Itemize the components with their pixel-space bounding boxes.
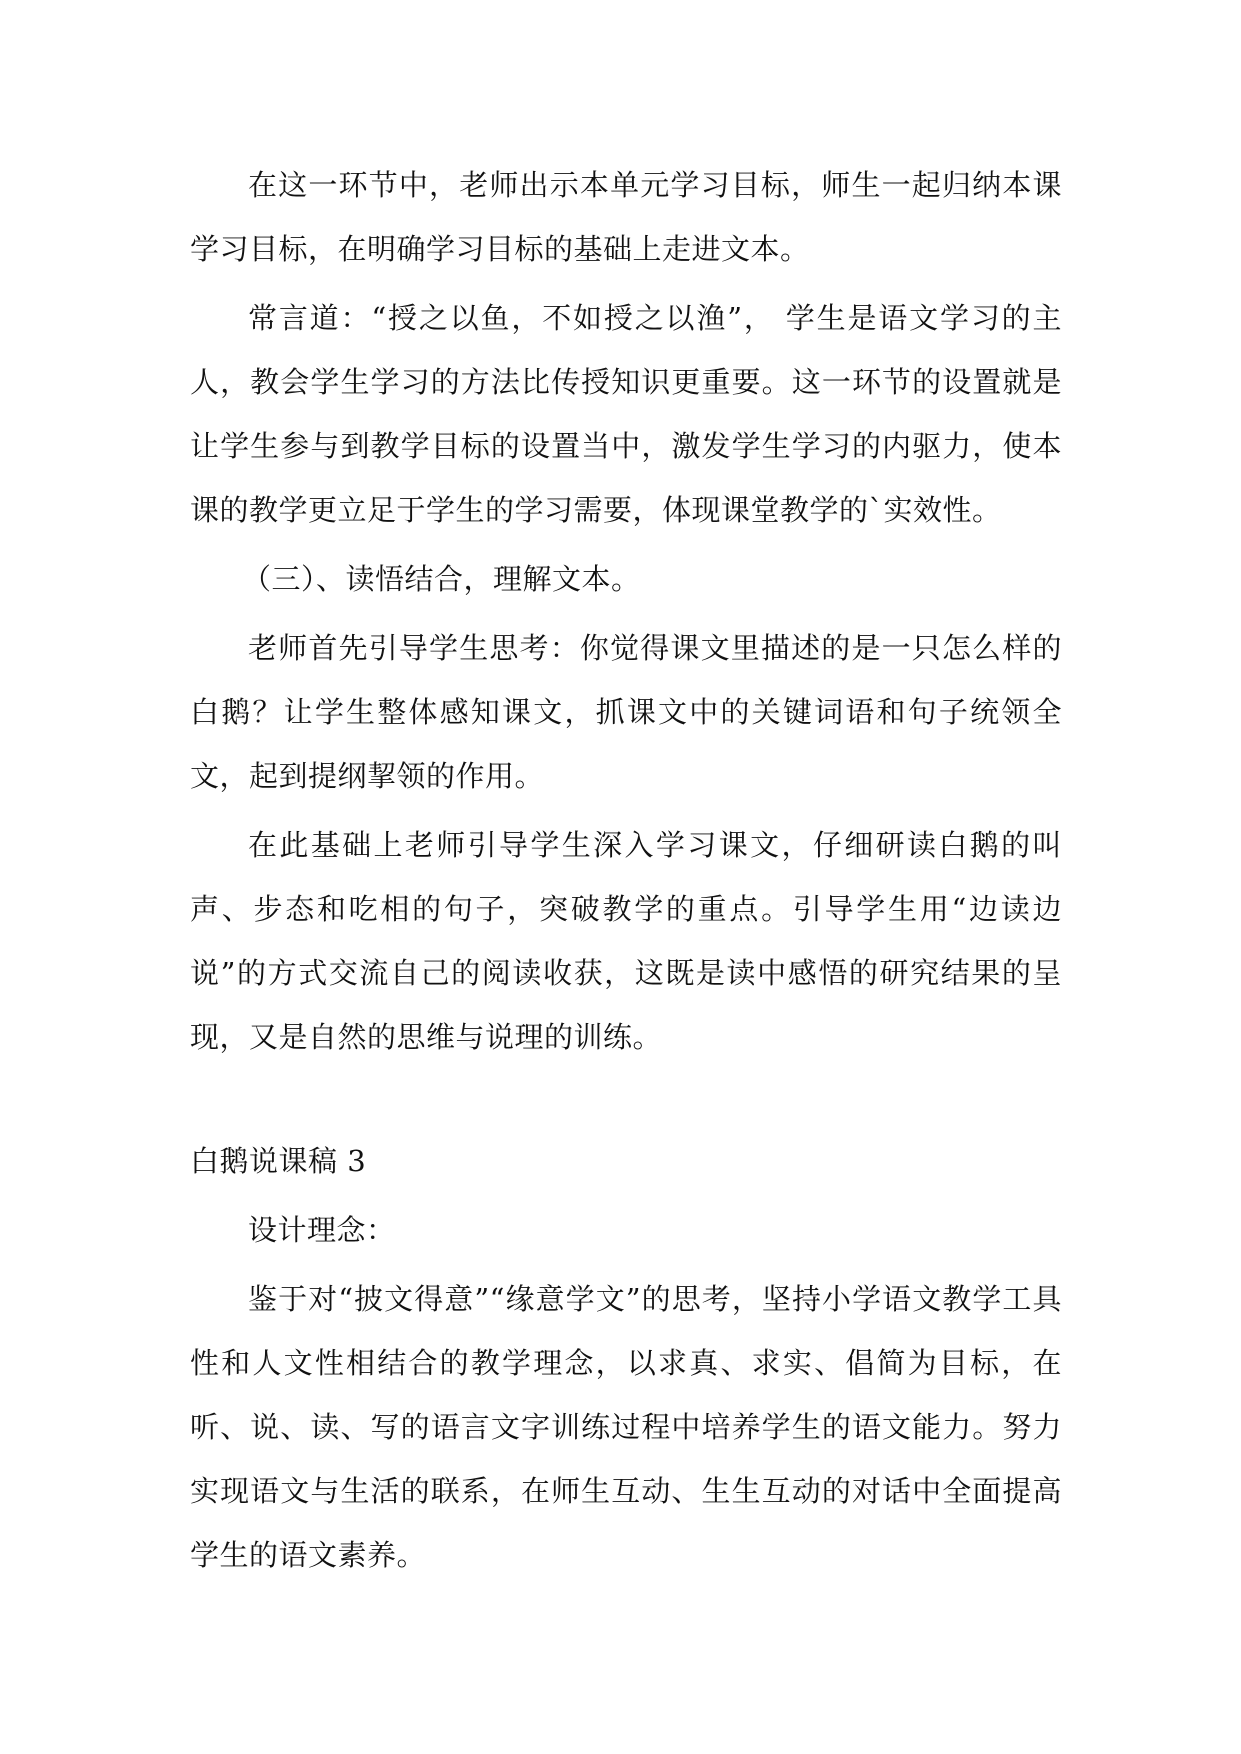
section-title: 白鹅说课稿 3 [190, 1144, 367, 1178]
paragraph-deep-study: 在此基础上老师引导学生深入学习课文，仔细研读白鹅的叫声、步态和吃相的句子，突破教学的重点。引导学生用“边读边说”的方式交流自己的阅读收获，这既是读中感悟的研究结果的呈现，又是自然的思维与说理的训练。 [190, 828, 1062, 1054]
paragraph-teaching-method: 常言道：“授之以鱼，不如授之以渔”， 学生是语文学习的主人，教会学生学习的方法比传授知识更重要。这一环节的设置就是让学生参与到教学目标的设置当中，激发学生学习的内驱力，使本课的教学更立足于学生的学习需要，体现课堂教学的`实效性。 [190, 301, 1062, 527]
paragraph-design-concept-label: 设计理念： [248, 1213, 396, 1247]
document-body [190, 153, 1062, 1587]
section-heading-reading: （三）、读悟结合，理解文本。 [242, 562, 641, 596]
paragraph-design-concept: 鉴于对“披文得意”“缘意学文”的思考，坚持小学语文教学工具性和人文性相结合的教学理念，以求真、求实、倡简为目标，在听、说、读、写的语言文字训练过程中培养学生的语文能力。努力实现语文与生活的联系，在师生互动、生生互动的对话中全面提高学生的语文素养。 [190, 1282, 1062, 1572]
paragraph-guided-thinking: 老师首先引导学生思考：你觉得课文里描述的是一只怎么样的白鹅？让学生整体感知课文，抓课文中的关键词语和句子统领全文，起到提纲挈领的作用。 [190, 631, 1062, 793]
paragraph-learning-goals: 在这一环节中，老师出示本单元学习目标，师生一起归纳本课学习目标，在明确学习目标的基础上走进文本。 [190, 168, 1062, 266]
